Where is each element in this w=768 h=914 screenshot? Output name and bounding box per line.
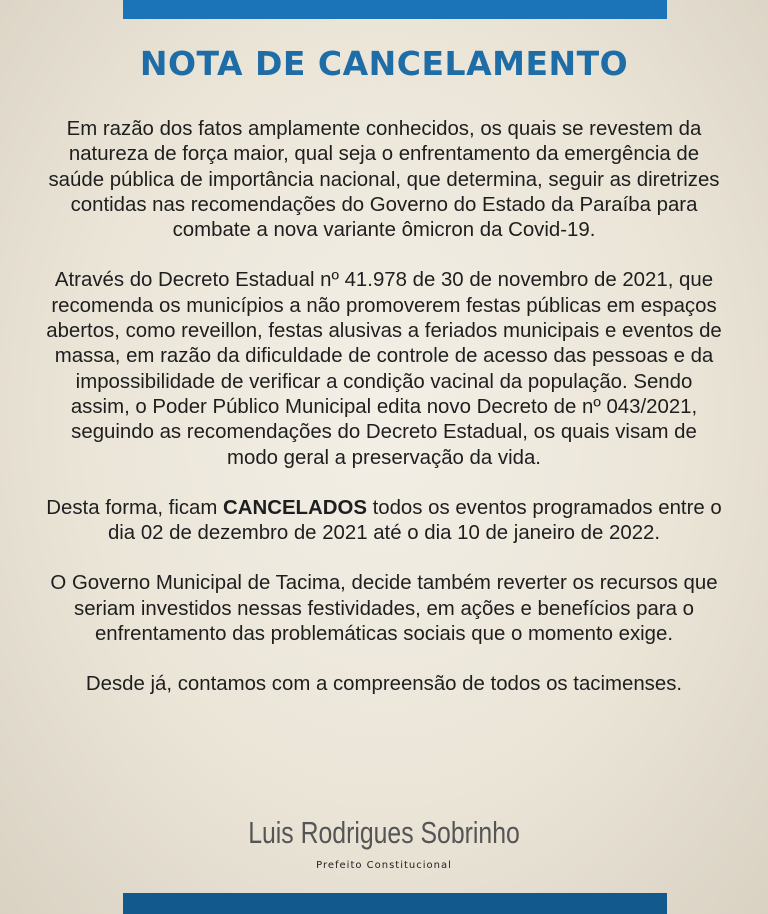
notice-body: [44, 117, 724, 698]
page-title: NOTA DE CANCELAMENTO: [139, 44, 629, 83]
paragraph-closing: Desde já, contamos com a compreensão de todos os tacimenses.: [85, 673, 683, 696]
signature-role: Prefeito Constitucional: [316, 860, 452, 871]
cancellation-text-after: todos os eventos programados entre o dia 02 de dezembro de 2021 até o dia 10 de janeiro de 2022.: [107, 496, 722, 545]
paragraph-resources: O Governo Municipal de Tacima, decide também reverter os recursos que seriam investidos nessas festividades, em ações e benefícios para o enfrentamento das problemáticas sociais que o momento exige.: [50, 572, 718, 646]
paragraph-decree: Através do Decreto Estadual nº 41.978 de 30 de novembro de 2021, que recomenda os municípios a não promoverem festas públicas em espaços abertos, como reveillon, festas alusivas a feriados municipais e eventos de massa, em razão da dificuldade de controle de acesso das pessoas e da impossibilidade de verificar a condição vacinal da população. Sendo assim, o Poder Público Municipal edita novo Decreto de nº 043/2021, seguindo as recomendações do Decreto Estadual, os quais visam de modo geral a preservação da vida.: [46, 269, 722, 469]
paragraph-cancellation: [44, 496, 724, 547]
cancelled-emphasis: CANCELADOS: [223, 496, 367, 519]
paragraph-reason: Em razão dos fatos amplamente conhecidos, os quais se revestem da natureza de força maior, qual seja o enfrentamento da emergência de saúde pública de importância nacional, que determina, seguir as diretrizes contidas nas recomendações do Governo do Estado da Paraíba para combate a nova variante ômicron da Covid-19.: [48, 118, 720, 242]
cancellation-text-before: Desta forma, ficam: [46, 496, 224, 519]
signature-name: Luis Rodrigues Sobrinho: [248, 815, 520, 850]
top-accent-bar: [123, 0, 667, 19]
bottom-accent-bar: [123, 893, 667, 914]
